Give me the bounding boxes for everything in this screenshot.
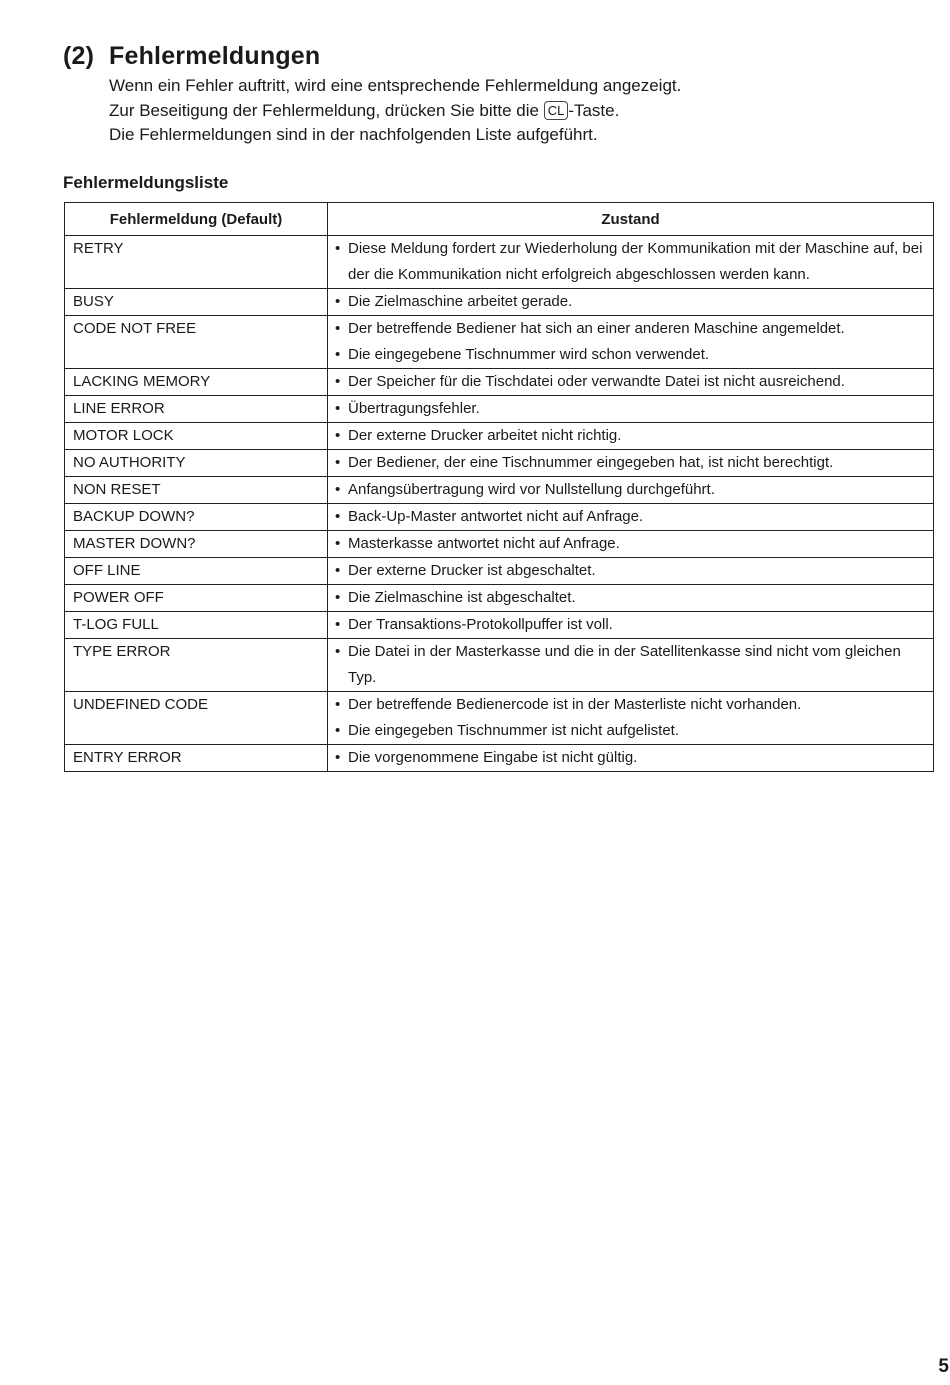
condition-item <box>335 369 927 395</box>
condition-cell <box>328 558 934 585</box>
header-message: Fehlermeldung (Default) <box>65 203 328 236</box>
header-condition: Zustand <box>328 203 934 236</box>
condition-item <box>335 450 927 476</box>
table-row <box>65 477 934 504</box>
bullet-icon: • <box>335 373 341 390</box>
condition-cell <box>328 369 934 396</box>
condition-cell <box>328 639 934 692</box>
bullet-icon: • <box>335 481 341 498</box>
condition-item <box>335 558 927 584</box>
error-message-cell: ENTRY ERROR <box>65 745 328 772</box>
condition-text: Die Datei in der Masterkasse und die in der Satellitenkasse sind nicht vom gleichen Typ. <box>348 643 901 686</box>
condition-item <box>335 531 927 557</box>
condition-text: Der Speicher für die Tischdatei oder verwandte Datei ist nicht ausreichend. <box>348 373 845 390</box>
table-row <box>65 396 934 423</box>
condition-cell <box>328 450 934 477</box>
error-message-cell: UNDEFINED CODE <box>65 692 328 745</box>
error-message-cell: T-LOG FULL <box>65 612 328 639</box>
table-row <box>65 450 934 477</box>
condition-cell <box>328 289 934 316</box>
section-title: Fehlermeldungen <box>109 42 321 70</box>
bullet-icon: • <box>335 749 341 766</box>
condition-text: Der Transaktions-Protokollpuffer ist voll. <box>348 616 613 633</box>
condition-item <box>335 477 927 503</box>
error-message-cell: BACKUP DOWN? <box>65 504 328 531</box>
error-message-cell: NO AUTHORITY <box>65 450 328 477</box>
table-row <box>65 558 934 585</box>
condition-text: Übertragungsfehler. <box>348 400 480 417</box>
intro-line-1: Wenn ein Fehler auftritt, wird eine entsprechende Fehlermeldung angezeigt. <box>109 76 682 95</box>
error-message-cell: POWER OFF <box>65 585 328 612</box>
condition-cell <box>328 236 934 289</box>
table-row <box>65 504 934 531</box>
table-row <box>65 692 934 745</box>
condition-text: Diese Meldung fordert zur Wiederholung der Kommunikation mit der Maschine auf, bei der die Kommunikation nicht erfolgreich abgeschlossen werden kann. <box>348 240 923 283</box>
page-number: 5 <box>938 1356 949 1377</box>
error-message-table <box>64 202 934 772</box>
condition-cell <box>328 531 934 558</box>
condition-text: Der betreffende Bediener hat sich an einer anderen Maschine angemeldet. <box>348 320 845 337</box>
condition-text: Die vorgenommene Eingabe ist nicht gültig. <box>348 749 638 766</box>
intro-text <box>109 74 681 148</box>
cl-key-icon: CL <box>544 101 569 120</box>
condition-text: Die Zielmaschine arbeitet gerade. <box>348 293 573 310</box>
condition-text: Der Bediener, der eine Tischnummer eingegeben hat, ist nicht berechtigt. <box>348 454 834 471</box>
condition-text: Masterkasse antwortet nicht auf Anfrage. <box>348 535 620 552</box>
list-title: Fehlermeldungsliste <box>63 173 229 192</box>
section-heading <box>63 42 320 71</box>
intro-line-2 <box>109 99 681 124</box>
condition-cell <box>328 477 934 504</box>
condition-text: Back-Up-Master antwortet nicht auf Anfrage. <box>348 508 644 525</box>
condition-cell <box>328 612 934 639</box>
condition-item <box>335 692 927 718</box>
bullet-icon: • <box>335 400 341 417</box>
bullet-icon: • <box>335 240 341 257</box>
condition-cell <box>328 692 934 745</box>
condition-cell <box>328 423 934 450</box>
condition-item <box>335 612 927 638</box>
bullet-icon: • <box>335 616 341 633</box>
table-row <box>65 423 934 450</box>
table-row <box>65 612 934 639</box>
error-message-cell: BUSY <box>65 289 328 316</box>
error-message-cell: LACKING MEMORY <box>65 369 328 396</box>
bullet-icon: • <box>335 508 341 525</box>
condition-text: Der externe Drucker arbeitet nicht richtig. <box>348 427 622 444</box>
bullet-icon: • <box>335 346 341 363</box>
condition-cell <box>328 396 934 423</box>
condition-item <box>335 316 927 342</box>
error-message-cell: OFF LINE <box>65 558 328 585</box>
condition-cell <box>328 745 934 772</box>
bullet-icon: • <box>335 427 341 444</box>
condition-text: Der betreffende Bedienercode ist in der Masterliste nicht vorhanden. <box>348 696 802 713</box>
table-row <box>65 639 934 692</box>
bullet-icon: • <box>335 562 341 579</box>
condition-text: Die eingegebene Tischnummer wird schon verwendet. <box>348 346 710 363</box>
table-row <box>65 316 934 369</box>
condition-item <box>335 396 927 422</box>
condition-item <box>335 639 927 691</box>
error-message-cell: TYPE ERROR <box>65 639 328 692</box>
condition-item <box>335 289 927 315</box>
condition-item <box>335 718 927 744</box>
condition-text: Die eingegeben Tischnummer ist nicht aufgelistet. <box>348 722 680 739</box>
error-message-cell: RETRY <box>65 236 328 289</box>
condition-text: Der externe Drucker ist abgeschaltet. <box>348 562 596 579</box>
bullet-icon: • <box>335 696 341 713</box>
table-row <box>65 745 934 772</box>
condition-item <box>335 504 927 530</box>
intro-line-2-after: -Taste. <box>568 100 620 120</box>
table-row <box>65 369 934 396</box>
condition-item <box>335 423 927 449</box>
bullet-icon: • <box>335 454 341 471</box>
table-row <box>65 531 934 558</box>
error-message-cell: CODE NOT FREE <box>65 316 328 369</box>
table-row <box>65 585 934 612</box>
condition-text: Die Zielmaschine ist abgeschaltet. <box>348 589 576 606</box>
error-message-cell: MOTOR LOCK <box>65 423 328 450</box>
condition-item <box>335 585 927 611</box>
table-body <box>65 236 934 772</box>
intro-line-2-before: Zur Beseitigung der Fehlermeldung, drücken Sie bitte die <box>109 100 544 120</box>
table-header-row <box>65 203 934 236</box>
bullet-icon: • <box>335 722 341 739</box>
condition-cell <box>328 316 934 369</box>
section-number: (2) <box>63 42 95 70</box>
bullet-icon: • <box>335 320 341 337</box>
condition-cell <box>328 504 934 531</box>
intro-line-3: Die Fehlermeldungen sind in der nachfolgenden Liste aufgeführt. <box>109 125 598 144</box>
table-row <box>65 236 934 289</box>
condition-item <box>335 236 927 288</box>
bullet-icon: • <box>335 589 341 606</box>
error-message-cell: LINE ERROR <box>65 396 328 423</box>
condition-item <box>335 342 927 368</box>
condition-cell <box>328 585 934 612</box>
condition-item <box>335 745 927 771</box>
condition-text: Anfangsübertragung wird vor Nullstellung durchgeführt. <box>348 481 715 498</box>
bullet-icon: • <box>335 535 341 552</box>
error-message-cell: NON RESET <box>65 477 328 504</box>
table-row <box>65 289 934 316</box>
bullet-icon: • <box>335 293 341 310</box>
error-message-cell: MASTER DOWN? <box>65 531 328 558</box>
bullet-icon: • <box>335 643 341 660</box>
